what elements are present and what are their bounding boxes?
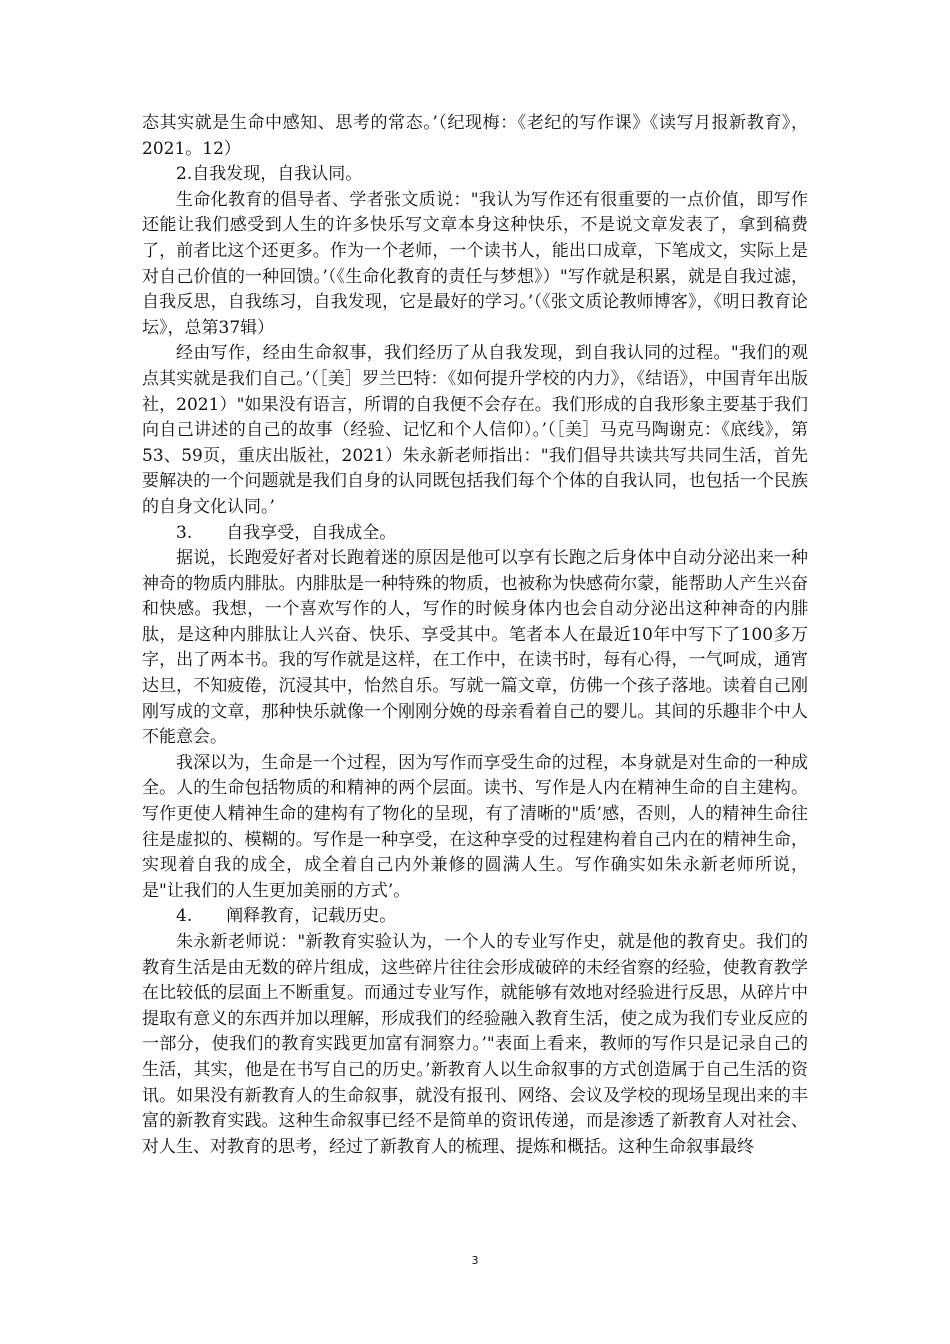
paragraph: 我深以为，生命是一个过程，因为写作而享受生命的过程，本身就是对生命的一种成全。人的生命包括物质的和精神的两个层面。读书、写作是人内在精神生命的自主建构。写作更使人精神生命的建构有了物化的呈现，有了清晰的"质’感，否则，人的精神生命往往是虚拟的、模糊的。写作是一种享受，在这种享受的过程建构着自己内在的精神生命，实现着自我的成全，成全着自己内外兼修的圆满人生。写作确实如朱永新老师所说，是"让我们的人生更加美丽的方式’。 [142, 752, 808, 901]
paragraph: 态其实就是生命中感知、思考的常态。’（纪现梅：《老纪的写作课》《读写月报新教育》，2021。12） [142, 113, 808, 159]
section-heading: 3. 自我享受，自我成全。 [176, 522, 397, 543]
paragraph: 据说，长跑爱好者对长跑着迷的原因是他可以享有长跑之后身体中自动分泌出来一种神奇的物质内腓肽。内腓肽是一种特殊的物质，也被称为快感荷尔蒙，能帮助人产生兴奋和快感。我想，一个喜欢写作的人，写作的时候身体内也会自动分泌出这种神奇的内腓肽，是这种内腓肽让人兴奋、快乐、享受其中。笔者本人在最近10年中写下了100多万字，出了两本书。我的写作就是这样，在工作中，在读书时，每有心得，一气呵成，通宵达旦，不知疲倦，沉浸其中，怡然自乐。写就一篇文章，仿佛一个孩子落地。读着自己刚刚写成的文章，那种快乐就像一个刚刚分娩的母亲看着自己的婴儿。其间的乐趣非个中人不能意会。 [142, 548, 808, 748]
section-heading: 2.自我发现，自我认同。 [176, 164, 363, 185]
paragraph: 生命化教育的倡导者、学者张文质说："我认为写作还有很重要的一点价值，即写作还能让我们感受到人生的许多快乐写文章本身这种快乐，不是说文章发表了，拿到稿费了，前者比这个还更多。作为一个老师，一个读书人，能出口成章，下笔成文，实际上是对自己价值的一种回馈。’（《生命化教育的责任与梦想》）"写作就是积累，就是自我过滤，自我反思，自我练习，自我发现，它是最好的学习。’（《张文质论教师博客》，《明日教育论坛》，总第37辑） [142, 189, 808, 338]
page-number: 3 [471, 1254, 479, 1267]
body-text [142, 111, 808, 1160]
section-heading: 4. 阐释教育，记载历史。 [176, 906, 397, 927]
paragraph: 朱永新老师说："新教育实验认为，一个人的专业写作史，就是他的教育史。我们的教育生活是由无数的碎片组成，这些碎片往往会形成破碎的未经省察的经验，使教育教学在比较低的层面上不断重复。而通过专业写作，就能够有效地对经验进行反思，从碎片中提取有意义的东西并加以理解，形成我们的经验融入教育生活，使之成为我们专业反应的一部分，使我们的教育实践更加富有洞察力。’"表面上看来，教师的写作只是记录自己的生活，其实，他是在书写自己的历史。’新教育人以生命叙事的方式创造属于自己生活的资讯。如果没有新教育人的生命叙事，就没有报刊、网络、会议及学校的现场呈现出来的丰富的新教育实践。这种生命叙事已经不是简单的资讯传递，而是渗透了新教育人对社会、对人生、对教育的思考，经过了新教育人的梳理、提炼和概括。这种生命叙事最终 [142, 932, 808, 1157]
paragraph: 经由写作，经由生命叙事，我们经历了从自我发现，到自我认同的过程。"我们的观点其实就是我们自己。’（［美］罗兰巴特：《如何提升学校的内力》，《结语》，中国青年出版社，2021）"如果没有语言，所谓的自我便不会存在。我们形成的自我形象主要基于我们向自己讲述的自己的故事（经验、记忆和个人信仰）。’（［美］马克马陶谢克：《底线》，第53、59页，重庆出版社，2021）朱永新老师指出："我们倡导共读共写共同生活，首先要解决的一个问题就是我们自身的认同既包括我们每个个体的自我认同，也包括一个民族的自身文化认同。’ [142, 343, 808, 517]
